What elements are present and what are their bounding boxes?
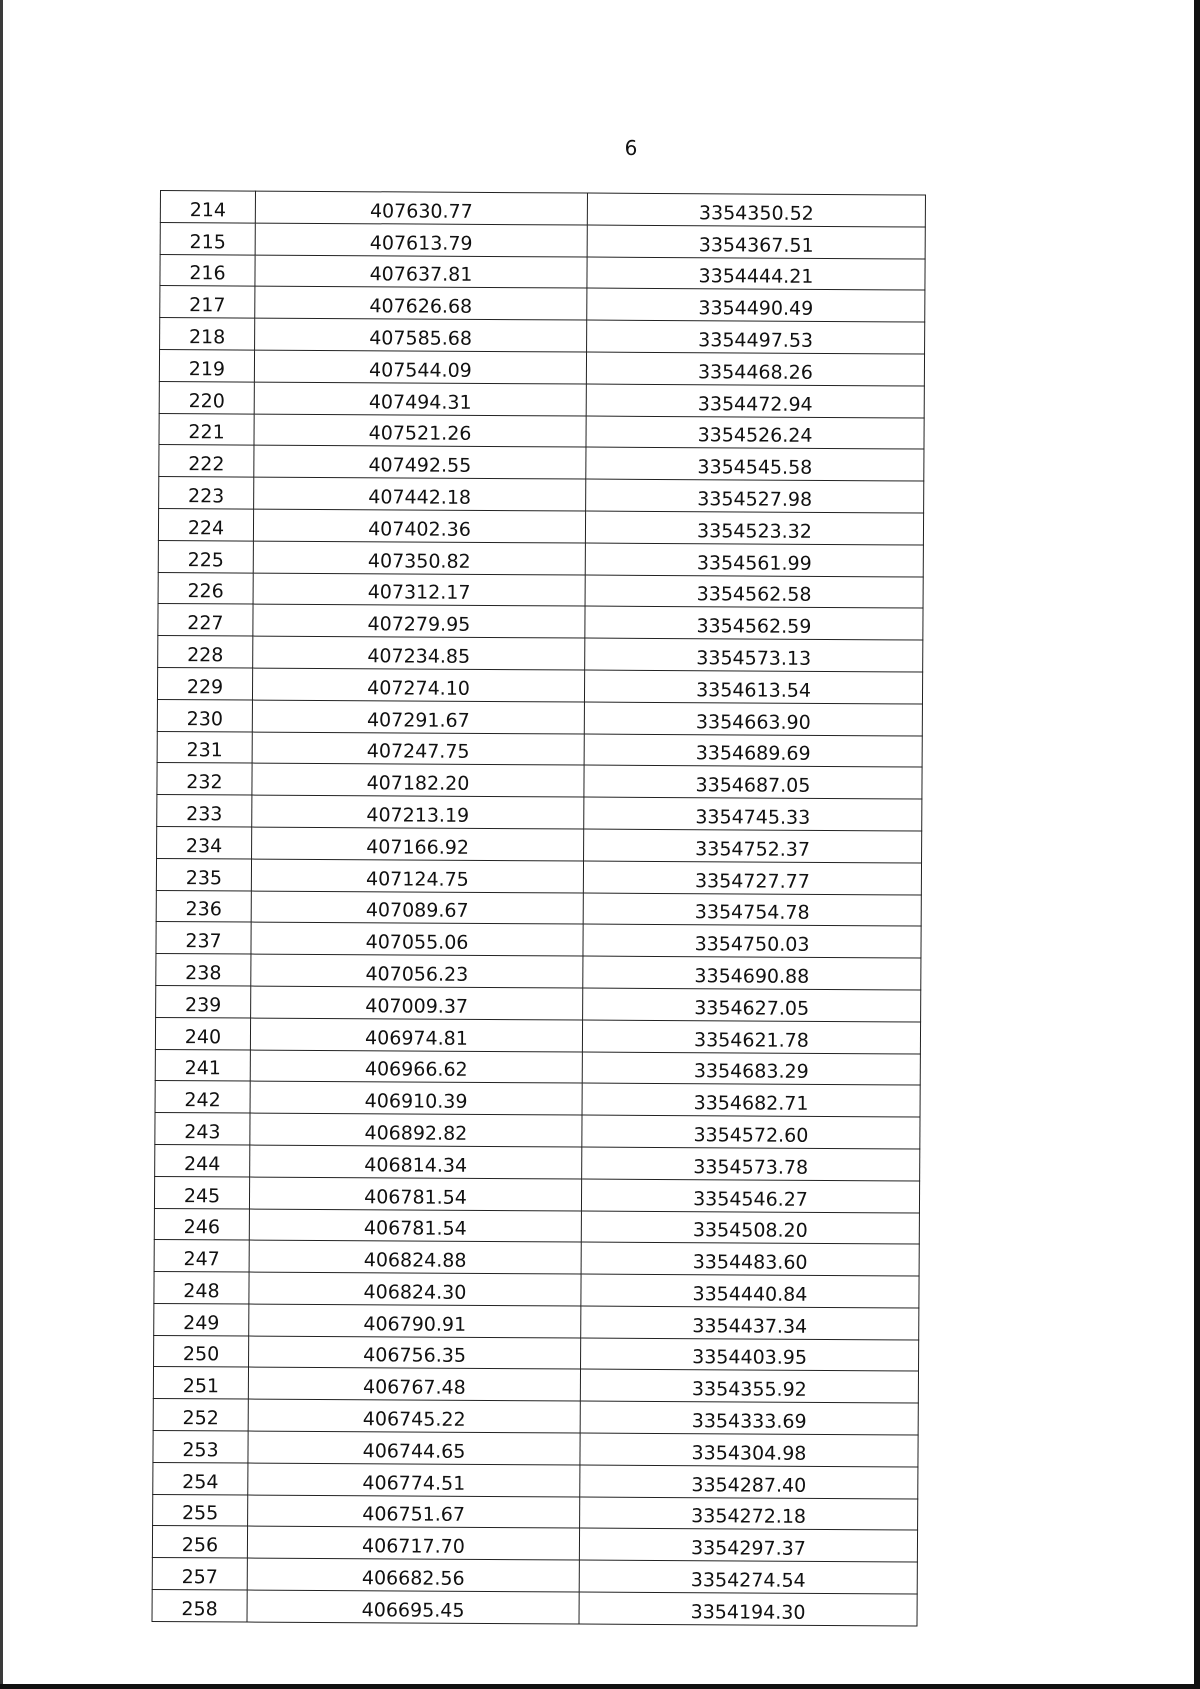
point-number-cell: 217 <box>160 286 255 318</box>
y-coordinate-cell: 3354367.51 <box>587 225 925 259</box>
x-coordinate-cell: 406767.48 <box>248 1368 580 1402</box>
table-row <box>152 1526 917 1562</box>
table-row <box>159 445 924 481</box>
x-coordinate-cell: 406717.70 <box>247 1527 579 1561</box>
coordinates-table-body <box>152 191 925 1626</box>
table-row <box>159 413 924 449</box>
point-number-cell: 221 <box>159 413 254 445</box>
y-coordinate-cell: 3354440.84 <box>581 1274 919 1308</box>
table-row <box>158 508 923 544</box>
x-coordinate-cell: 407124.75 <box>251 859 583 893</box>
y-coordinate-cell: 3354526.24 <box>586 416 924 450</box>
y-coordinate-cell: 3354297.37 <box>579 1528 917 1562</box>
x-coordinate-cell: 407291.67 <box>252 700 584 734</box>
table-row <box>154 1208 919 1244</box>
table-row <box>156 922 921 958</box>
y-coordinate-cell: 3354562.59 <box>585 606 923 640</box>
point-number-cell: 214 <box>160 191 255 223</box>
y-coordinate-cell: 3354483.60 <box>581 1242 919 1276</box>
y-coordinate-cell: 3354561.99 <box>585 543 923 577</box>
y-coordinate-cell: 3354562.58 <box>585 575 923 609</box>
y-coordinate-cell: 3354613.54 <box>584 670 922 704</box>
y-coordinate-cell: 3354546.27 <box>581 1179 919 1213</box>
table-row <box>156 890 921 926</box>
x-coordinate-cell: 406824.88 <box>249 1240 581 1274</box>
coordinates-table-container <box>152 190 925 1626</box>
point-number-cell: 250 <box>154 1335 249 1367</box>
x-coordinate-cell: 406756.35 <box>249 1336 581 1370</box>
table-row <box>158 572 923 608</box>
x-coordinate-cell: 407637.81 <box>255 255 587 289</box>
point-number-cell: 251 <box>153 1367 248 1399</box>
point-number-cell: 247 <box>154 1240 249 1272</box>
x-coordinate-cell: 407056.23 <box>251 954 583 988</box>
y-coordinate-cell: 3354683.29 <box>582 1052 920 1086</box>
point-number-cell: 227 <box>158 604 253 636</box>
point-number-cell: 225 <box>158 540 253 572</box>
x-coordinate-cell: 407626.68 <box>255 286 587 320</box>
table-row <box>158 540 923 576</box>
x-coordinate-cell: 407247.75 <box>252 732 584 766</box>
point-number-cell: 232 <box>157 763 252 795</box>
y-coordinate-cell: 3354287.40 <box>580 1465 918 1499</box>
x-coordinate-cell: 407350.82 <box>253 541 585 575</box>
y-coordinate-cell: 3354663.90 <box>584 702 922 736</box>
point-number-cell: 218 <box>160 318 255 350</box>
y-coordinate-cell: 3354689.69 <box>584 734 922 768</box>
x-coordinate-cell: 406751.67 <box>248 1495 580 1529</box>
x-coordinate-cell: 407089.67 <box>251 891 583 925</box>
y-coordinate-cell: 3354444.21 <box>587 257 925 291</box>
point-number-cell: 226 <box>158 572 253 604</box>
table-row <box>154 1272 919 1308</box>
table-row <box>157 826 922 862</box>
y-coordinate-cell: 3354687.05 <box>584 765 922 799</box>
table-row <box>154 1303 919 1339</box>
point-number-cell: 253 <box>153 1431 248 1463</box>
x-coordinate-cell: 406910.39 <box>250 1081 582 1115</box>
table-row <box>154 1240 919 1276</box>
x-coordinate-cell: 407213.19 <box>252 795 584 829</box>
y-coordinate-cell: 3354682.71 <box>582 1083 920 1117</box>
point-number-cell: 220 <box>159 381 254 413</box>
y-coordinate-cell: 3354545.58 <box>586 447 924 481</box>
y-coordinate-cell: 3354572.60 <box>582 1115 920 1149</box>
x-coordinate-cell: 406744.65 <box>248 1431 580 1465</box>
point-number-cell: 236 <box>156 890 251 922</box>
x-coordinate-cell: 407544.09 <box>254 350 586 384</box>
x-coordinate-cell: 407492.55 <box>254 445 586 479</box>
x-coordinate-cell: 407494.31 <box>254 382 586 416</box>
x-coordinate-cell: 407585.68 <box>255 318 587 352</box>
x-coordinate-cell: 407613.79 <box>255 223 587 257</box>
table-row <box>160 191 925 227</box>
y-coordinate-cell: 3354403.95 <box>581 1338 919 1372</box>
point-number-cell: 239 <box>156 985 251 1017</box>
table-row <box>158 604 923 640</box>
x-coordinate-cell: 407182.20 <box>252 763 584 797</box>
point-number-cell: 244 <box>155 1144 250 1176</box>
table-row <box>157 699 922 735</box>
y-coordinate-cell: 3354527.98 <box>586 479 924 513</box>
x-coordinate-cell: 406790.91 <box>249 1304 581 1338</box>
y-coordinate-cell: 3354750.03 <box>583 924 921 958</box>
y-coordinate-cell: 3354350.52 <box>587 193 925 227</box>
x-coordinate-cell: 406974.81 <box>250 1018 582 1052</box>
x-coordinate-cell: 406695.45 <box>247 1590 579 1624</box>
point-number-cell: 237 <box>156 922 251 954</box>
point-number-cell: 224 <box>158 508 253 540</box>
table-row <box>152 1590 917 1626</box>
y-coordinate-cell: 3354304.98 <box>580 1433 918 1467</box>
y-coordinate-cell: 3354274.54 <box>579 1560 917 1594</box>
x-coordinate-cell: 406781.54 <box>249 1177 581 1211</box>
point-number-cell: 255 <box>153 1494 248 1526</box>
y-coordinate-cell: 3354573.13 <box>585 638 923 672</box>
point-number-cell: 223 <box>159 477 254 509</box>
point-number-cell: 219 <box>159 349 254 381</box>
table-row <box>157 731 922 767</box>
page-number: 6 <box>624 136 638 160</box>
y-coordinate-cell: 3354490.49 <box>587 288 925 322</box>
table-row <box>157 763 922 799</box>
x-coordinate-cell: 407312.17 <box>253 573 585 607</box>
table-row <box>156 985 921 1021</box>
y-coordinate-cell: 3354437.34 <box>581 1306 919 1340</box>
table-row <box>159 349 924 385</box>
x-coordinate-cell: 407166.92 <box>252 827 584 861</box>
table-row <box>153 1431 918 1467</box>
table-row <box>153 1494 918 1530</box>
x-coordinate-cell: 407402.36 <box>253 509 585 543</box>
table-row <box>155 1081 920 1117</box>
y-coordinate-cell: 3354472.94 <box>586 384 924 418</box>
y-coordinate-cell: 3354627.05 <box>583 988 921 1022</box>
point-number-cell: 241 <box>155 1049 250 1081</box>
table-row <box>160 222 925 258</box>
table-row <box>152 1558 917 1594</box>
y-coordinate-cell: 3354508.20 <box>581 1211 919 1245</box>
x-coordinate-cell: 407274.10 <box>252 668 584 702</box>
y-coordinate-cell: 3354690.88 <box>583 956 921 990</box>
table-row <box>158 636 923 672</box>
x-coordinate-cell: 407279.95 <box>253 604 585 638</box>
x-coordinate-cell: 407009.37 <box>251 986 583 1020</box>
y-coordinate-cell: 3354468.26 <box>586 352 924 386</box>
point-number-cell: 238 <box>156 954 251 986</box>
y-coordinate-cell: 3354727.77 <box>583 861 921 895</box>
point-number-cell: 245 <box>154 1176 249 1208</box>
y-coordinate-cell: 3354272.18 <box>580 1497 918 1531</box>
table-row <box>155 1113 920 1149</box>
y-coordinate-cell: 3354573.78 <box>582 1147 920 1181</box>
x-coordinate-cell: 406814.34 <box>250 1145 582 1179</box>
point-number-cell: 254 <box>153 1462 248 1494</box>
point-number-cell: 257 <box>152 1558 247 1590</box>
point-number-cell: 235 <box>156 858 251 890</box>
table-row <box>160 318 925 354</box>
y-coordinate-cell: 3354355.92 <box>580 1370 918 1404</box>
table-row <box>156 858 921 894</box>
table-row <box>154 1176 919 1212</box>
y-coordinate-cell: 3354745.33 <box>584 797 922 831</box>
x-coordinate-cell: 407521.26 <box>254 414 586 448</box>
table-row <box>157 795 922 831</box>
y-coordinate-cell: 3354621.78 <box>582 1020 920 1054</box>
page-edge-left <box>0 0 3 1689</box>
point-number-cell: 246 <box>154 1208 249 1240</box>
x-coordinate-cell: 406745.22 <box>248 1399 580 1433</box>
table-row <box>159 381 924 417</box>
point-number-cell: 234 <box>157 826 252 858</box>
y-coordinate-cell: 3354754.78 <box>583 893 921 927</box>
table-row <box>153 1462 918 1498</box>
point-number-cell: 249 <box>154 1303 249 1335</box>
table-row <box>159 477 924 513</box>
coordinates-table <box>152 190 926 1626</box>
page-edge-right <box>1194 0 1200 1689</box>
table-row <box>155 1144 920 1180</box>
point-number-cell: 230 <box>157 699 252 731</box>
point-number-cell: 243 <box>155 1113 250 1145</box>
y-coordinate-cell: 3354523.32 <box>585 511 923 545</box>
x-coordinate-cell: 406682.56 <box>247 1558 579 1592</box>
point-number-cell: 248 <box>154 1272 249 1304</box>
point-number-cell: 256 <box>152 1526 247 1558</box>
y-coordinate-cell: 3354497.53 <box>587 320 925 354</box>
point-number-cell: 258 <box>152 1590 247 1622</box>
table-row <box>155 1017 920 1053</box>
table-row <box>153 1399 918 1435</box>
point-number-cell: 242 <box>155 1081 250 1113</box>
x-coordinate-cell: 407442.18 <box>254 477 586 511</box>
point-number-cell: 215 <box>160 222 255 254</box>
x-coordinate-cell: 407234.85 <box>253 636 585 670</box>
x-coordinate-cell: 407055.06 <box>251 922 583 956</box>
x-coordinate-cell: 406781.54 <box>249 1209 581 1243</box>
x-coordinate-cell: 407630.77 <box>255 191 587 225</box>
x-coordinate-cell: 406824.30 <box>249 1272 581 1306</box>
point-number-cell: 231 <box>157 731 252 763</box>
table-row <box>160 254 925 290</box>
point-number-cell: 229 <box>157 667 252 699</box>
table-row <box>154 1335 919 1371</box>
point-number-cell: 228 <box>158 636 253 668</box>
point-number-cell: 252 <box>153 1399 248 1431</box>
table-row <box>155 1049 920 1085</box>
y-coordinate-cell: 3354752.37 <box>584 829 922 863</box>
page-edge-bottom <box>0 1684 1200 1689</box>
y-coordinate-cell: 3354333.69 <box>580 1401 918 1435</box>
y-coordinate-cell: 3354194.30 <box>579 1592 917 1626</box>
x-coordinate-cell: 406966.62 <box>250 1050 582 1084</box>
point-number-cell: 216 <box>160 254 255 286</box>
table-row <box>153 1367 918 1403</box>
table-row <box>156 954 921 990</box>
table-row <box>160 286 925 322</box>
point-number-cell: 233 <box>157 795 252 827</box>
point-number-cell: 240 <box>155 1017 250 1049</box>
x-coordinate-cell: 406892.82 <box>250 1113 582 1147</box>
x-coordinate-cell: 406774.51 <box>248 1463 580 1497</box>
table-row <box>157 667 922 703</box>
point-number-cell: 222 <box>159 445 254 477</box>
